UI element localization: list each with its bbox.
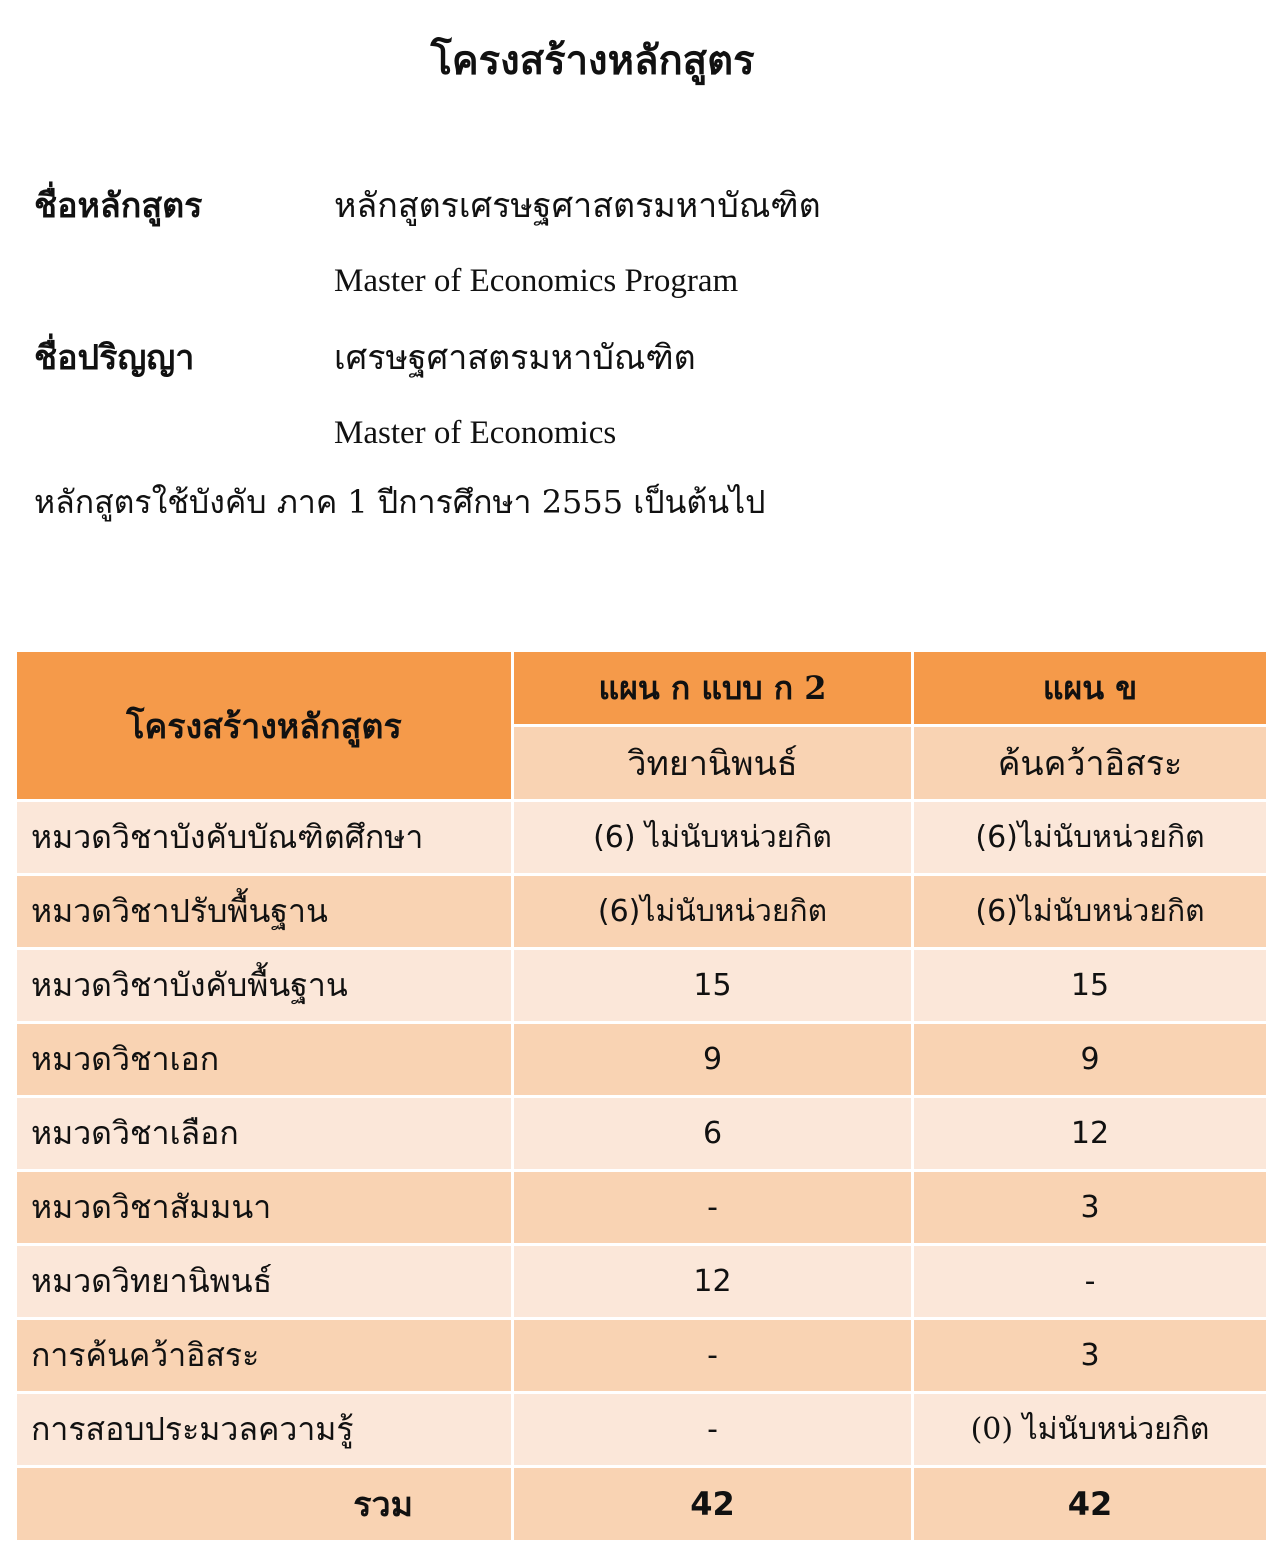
plan-b-cell: 3 xyxy=(913,1171,1268,1245)
table-row xyxy=(16,1097,1268,1171)
category-cell: หมวดวิชาปรับพื้นฐาน xyxy=(16,875,513,949)
table-row xyxy=(16,1245,1268,1319)
table-row xyxy=(16,1393,1268,1467)
total-row xyxy=(16,1467,1268,1542)
table-header-row xyxy=(16,651,1268,726)
degree-name-label: ชื่อปริญญา xyxy=(34,338,195,378)
plan-a-cell: 9 xyxy=(513,1023,913,1097)
plan-b-cell: 3 xyxy=(913,1319,1268,1393)
program-name-thai: หลักสูตรเศรษฐศาสตรมหาบัณฑิต xyxy=(334,186,821,226)
total-label: รวม xyxy=(16,1467,513,1542)
curriculum-structure-table xyxy=(14,649,1269,1543)
plan-b-cell: 9 xyxy=(913,1023,1268,1097)
header-structure: โครงสร้างหลักสูตร xyxy=(16,651,513,801)
total-plan-a: 42 xyxy=(513,1467,913,1542)
plan-b-cell: 12 xyxy=(913,1097,1268,1171)
table-row xyxy=(16,1023,1268,1097)
program-name-label: ชื่อหลักสูตร xyxy=(34,186,203,226)
degree-name-thai: เศรษฐศาสตรมหาบัณฑิต xyxy=(334,338,696,378)
plan-a-cell: - xyxy=(513,1171,913,1245)
table-row xyxy=(16,949,1268,1023)
program-name-english: Master of Economics Program xyxy=(334,262,739,299)
plan-b-cell: 15 xyxy=(913,949,1268,1023)
category-cell: หมวดวิชาเลือก xyxy=(16,1097,513,1171)
degree-name-row xyxy=(34,332,696,382)
category-cell: หมวดวิชาบังคับพื้นฐาน xyxy=(16,949,513,1023)
category-cell: หมวดวิชาเอก xyxy=(16,1023,513,1097)
plan-a-cell: 6 xyxy=(513,1097,913,1171)
table-row xyxy=(16,1319,1268,1393)
page-title: โครงสร้างหลักสูตร xyxy=(430,37,755,84)
subheader-plan-a: วิทยานิพนธ์ xyxy=(513,726,913,801)
plan-a-cell: - xyxy=(513,1393,913,1467)
header-plan-b: แผน ข xyxy=(913,651,1268,726)
category-cell: การสอบประมวลความรู้ xyxy=(16,1393,513,1467)
category-cell: การค้นคว้าอิสระ xyxy=(16,1319,513,1393)
category-cell: หมวดวิชาสัมมนา xyxy=(16,1171,513,1245)
plan-b-cell: (0) ไม่นับหน่วยกิต xyxy=(913,1393,1268,1467)
subheader-plan-b: ค้นคว้าอิสระ xyxy=(913,726,1268,801)
program-name-en-row xyxy=(34,256,738,306)
table-row xyxy=(16,801,1268,875)
plan-a-cell: (6) ไม่นับหน่วยกิต xyxy=(513,801,913,875)
plan-a-cell: 12 xyxy=(513,1245,913,1319)
effective-date-note: หลักสูตรใช้บังคับ ภาค 1 ปีการศึกษา 2555 เป็นต้นไป xyxy=(34,482,766,521)
category-cell: หมวดวิชาบังคับบัณฑิตศึกษา xyxy=(16,801,513,875)
table-row xyxy=(16,1171,1268,1245)
plan-b-cell: (6)ไม่นับหน่วยกิต xyxy=(913,801,1268,875)
table-row xyxy=(16,875,1268,949)
degree-name-english: Master of Economics xyxy=(334,414,617,451)
degree-name-en-row xyxy=(34,408,616,458)
header-plan-a: แผน ก แบบ ก 2 xyxy=(513,651,913,726)
category-cell: หมวดวิทยานิพนธ์ xyxy=(16,1245,513,1319)
plan-a-cell: 15 xyxy=(513,949,913,1023)
plan-a-cell: (6)ไม่นับหน่วยกิต xyxy=(513,875,913,949)
plan-b-cell: (6)ไม่นับหน่วยกิต xyxy=(913,875,1268,949)
program-name-row xyxy=(34,180,821,230)
plan-b-cell: - xyxy=(913,1245,1268,1319)
plan-a-cell: - xyxy=(513,1319,913,1393)
total-plan-b: 42 xyxy=(913,1467,1268,1542)
